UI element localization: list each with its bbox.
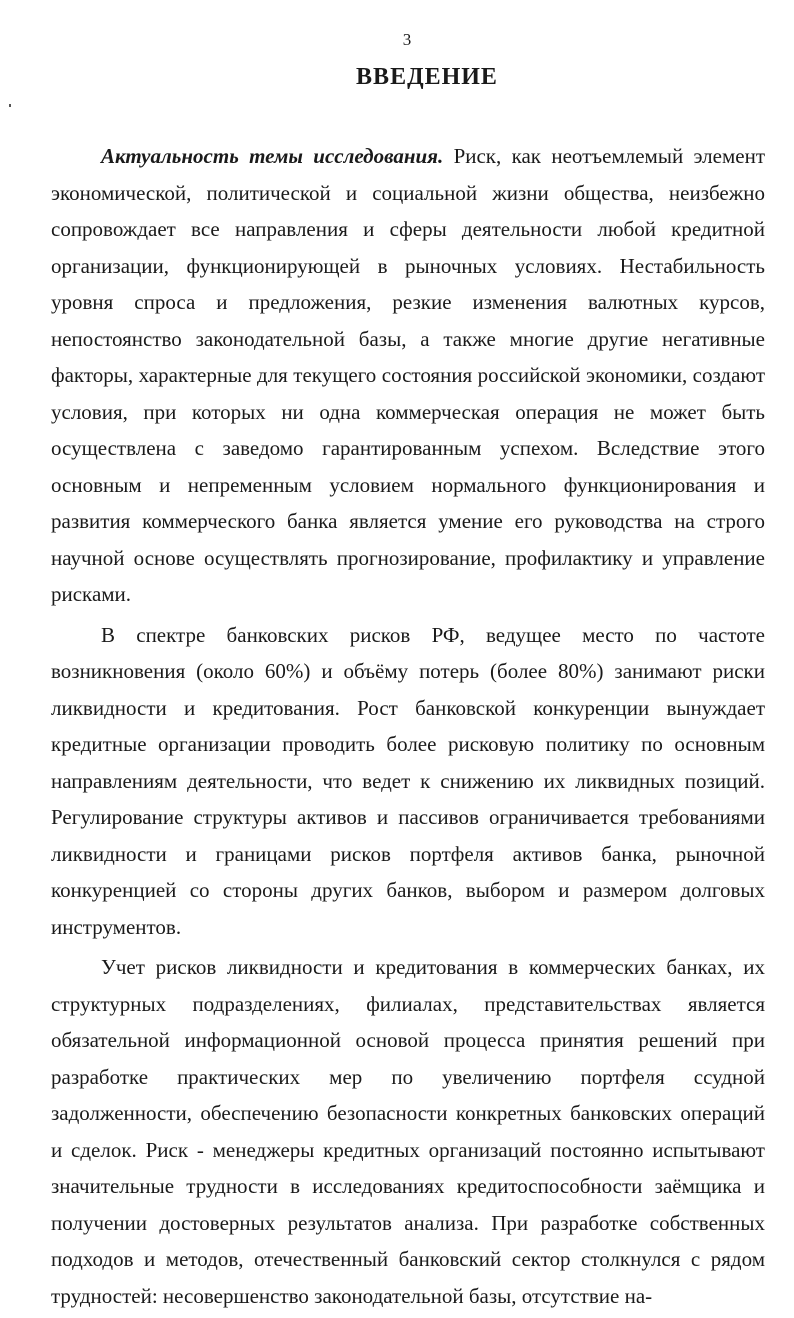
paragraph-1-text: Риск, как неотъемлемый элемент экономической, политической и социальной жизни общества, неизбежно сопровождает все направления и сферы деятельности любой кредитной организации, функционирующей в рыночных условиях. Нестабильность уровня спроса и предложения, резкие изменения валютных курсов, непостоянство законодательной базы, а также многие другие негативные факторы, характерные для текущего состояния российской экономики, создают условия, при которых ни одна коммерческая операция не может быть осуществлена с заведомо гарантированным успехом. Вследствие этого основным и непременным условием нормального функционирования и развития коммерческого банка является умение его руководства на строго научной основе осуществлять прогнозирование, профилактику и управление рисками. bbox=[51, 144, 765, 606]
scan-speck bbox=[9, 104, 11, 107]
paragraph-3: Учет рисков ликвидности и кредитования в коммерческих банках, их структурных подразделениях, филиалах, представительствах является обязательной информационной основой процесса принятия решений при разработке практических мер по увеличению портфеля ссудной задолженности, обеспечению безопасности конкретных банковских операций и сделок. Риск - менеджеры кредитных организаций постоянно испытывают значительные трудности в исследованиях кредитоспособности заёмщика и получении достоверных результатов анализа. При разработке собственных подходов и методов, отечественный банковский сектор столкнулся с рядом трудностей: несовершенство законодательной базы, отсутствие на- bbox=[51, 955, 765, 1308]
paragraph-2: В спектре банковских рисков РФ, ведущее место по частоте возникновения (около 60%) и объёму потерь (более 80%) занимают риски ликвидности и кредитования. Рост банковской конкуренции вынуждает кредитные организации проводить более рисковую политику по основным направлениям деятельности, что ведет к снижению их ликвидных позиций. Регулирование структуры активов и пассивов ограничивается требованиями ликвидности и границами рисков портфеля активов банка, рыночной конкуренцией со стороны других банков, выбором и размером долговых инструментов. bbox=[51, 622, 765, 939]
body-text bbox=[51, 138, 765, 1318]
paragraph-lead: Актуальность темы исследования. bbox=[101, 144, 444, 168]
paragraph-1 bbox=[51, 138, 765, 613]
page-number: 3 bbox=[402, 30, 412, 49]
section-heading: ВВЕДЕНИЕ bbox=[356, 64, 498, 90]
